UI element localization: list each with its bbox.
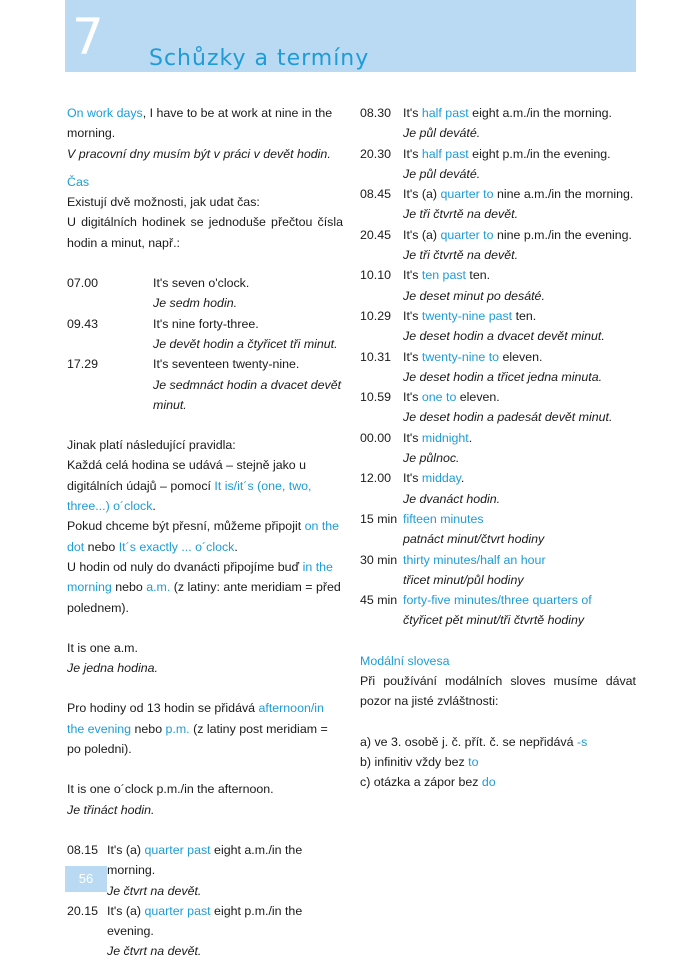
time-english [107, 840, 343, 881]
time-text: It's [403, 106, 422, 120]
time-value: 08.15 [67, 842, 99, 857]
time-highlight: midnight [421, 430, 469, 445]
time-czech: Je deset hodin a třicet jedna minuta. [403, 369, 603, 384]
time-text: nine p.m./in the evening. [493, 227, 632, 242]
time-example [360, 347, 636, 388]
time-highlight: one to [421, 390, 457, 405]
time-text: It's [403, 390, 422, 405]
modal-highlight: to [468, 754, 479, 769]
rule-text: . [234, 539, 238, 554]
time-czech: Je půl deváté. [403, 166, 481, 181]
rule-text: nebo [131, 721, 166, 736]
modal-highlight: do [481, 775, 496, 790]
time-value: 00.00 [360, 430, 392, 445]
duration-value: 30 min [360, 552, 398, 567]
time-czech: Je deset minut po desáté. [403, 288, 545, 303]
rule-afternoon [67, 698, 343, 759]
rule-exact [67, 516, 343, 557]
time-example [360, 103, 636, 144]
duration-example [360, 509, 636, 550]
rule-text: nebo [111, 580, 147, 595]
time-english: It's seventeen twenty-nine. [153, 357, 300, 372]
duration-english: fifteen minutes [403, 511, 484, 526]
time-czech: Je čtvrt na devět. [107, 944, 202, 959]
time-czech: Je tři čtvrtě na devět. [403, 207, 519, 222]
time-czech: Je půl deváté. [403, 126, 481, 141]
rule-highlight: in the morning [67, 559, 333, 595]
time-example [67, 354, 343, 415]
time-text: ten. [465, 268, 491, 283]
time-czech: Je tři čtvrtě na devět. [403, 248, 519, 263]
time-text: It's [403, 349, 422, 364]
cas-paragraph-1: Existují dvě možnosti, jak udat čas: [67, 195, 260, 210]
time-czech: Je čtvrt na devět. [107, 883, 202, 898]
duration-czech: patnáct minut/čtvrt hodiny [403, 532, 545, 547]
time-english [107, 901, 343, 942]
example-am-czech: Je jedna hodina. [67, 661, 158, 676]
rule-text: Pro hodiny od 13 hodin se přidává [67, 701, 259, 716]
time-text: It's [403, 308, 422, 323]
time-text: It's [403, 430, 422, 445]
duration-value: 45 min [360, 593, 398, 608]
time-example [67, 314, 343, 355]
time-text: It's (a) [107, 842, 145, 857]
rule-highlight: afternoon/in the evening [67, 701, 324, 736]
time-text: . [460, 471, 465, 486]
time-text: It's (a) [107, 903, 145, 918]
intro-highlight: On work days [67, 106, 143, 120]
chapter-title: Schůzky a termíny [149, 46, 370, 71]
time-english [403, 428, 636, 448]
time-english: It's nine forty-three. [153, 316, 259, 331]
intro-text: , I have to be at work at nine in the morning. [67, 106, 333, 141]
time-value: 09.43 [67, 316, 99, 331]
time-example [360, 468, 636, 509]
modal-point-a [360, 732, 636, 752]
rule-text: (z latiny: ante meridiam = před polednem). [67, 580, 341, 615]
time-example [360, 306, 636, 347]
time-highlight: half past [421, 146, 469, 161]
modal-text: a) ve 3. osobě j. č. přít. č. se nepřidává [360, 734, 577, 749]
quarter-example [67, 901, 343, 962]
time-text: eight a.m./in the morning. [107, 842, 303, 878]
time-czech: Je sedm hodin. [153, 296, 238, 311]
time-highlight: midday [421, 471, 461, 486]
quarter-example [67, 840, 343, 901]
time-value: 10.31 [360, 349, 392, 364]
modal-point-c [360, 772, 636, 792]
duration-value: 15 min [360, 511, 398, 526]
time-text: eight p.m./in the evening. [107, 903, 303, 939]
time-example [67, 273, 343, 314]
time-highlight: quarter past [144, 903, 211, 918]
time-english [403, 387, 636, 407]
rule-text: Pokud chceme být přesní, můžeme připojit [67, 519, 305, 534]
duration-english: forty-five minutes/three quarters of [403, 593, 592, 608]
time-english [403, 144, 636, 164]
rules-intro: Jinak platí následující pravidla: [67, 438, 236, 453]
example-pm-czech: Je třináct hodin. [67, 802, 155, 817]
right-column [360, 103, 636, 793]
page-number: 56 [65, 866, 107, 892]
time-example [360, 265, 636, 306]
time-text: It's (a) [403, 187, 441, 202]
modal-heading: Modální slovesa [360, 653, 450, 668]
time-english [403, 468, 636, 488]
intro-sentence [67, 103, 343, 144]
duration-czech: třicet minut/půl hodiny [403, 572, 524, 587]
time-highlight: twenty-nine to [421, 349, 500, 364]
rule-text: U hodin od nuly do dvanácti připojíme buď [67, 559, 303, 574]
cas-heading: Čas [67, 174, 90, 189]
rule-highlight: It´s exactly ... o´clock [118, 539, 235, 554]
rule-full-hour [67, 455, 343, 516]
time-czech: Je půlnoc. [403, 451, 460, 466]
time-english: It's seven o'clock. [153, 276, 250, 291]
rule-highlight: on the dot [67, 519, 340, 554]
time-highlight: quarter past [144, 842, 211, 857]
duration-czech: čtyřicet pět minut/tři čtvrtě hodiny [403, 613, 585, 628]
example-pm-english: It is one o´clock p.m./in the afternoon. [67, 782, 274, 797]
time-text: It's [403, 268, 422, 283]
rule-text: (z latiny post meridiam = po poledni). [67, 721, 328, 757]
rule-morning [67, 557, 343, 618]
time-highlight: half past [421, 106, 469, 120]
time-value: 07.00 [67, 276, 99, 291]
time-english [403, 184, 636, 204]
time-text: eleven. [456, 390, 500, 405]
chapter-number: 7 [72, 8, 104, 66]
time-text: ten. [512, 308, 537, 323]
time-highlight: quarter to [440, 227, 494, 242]
time-english [403, 265, 636, 285]
time-value: 10.59 [360, 390, 392, 405]
rule-highlight: It is/it´s (one, two, three...) o´clock [67, 478, 312, 514]
time-text: It's [403, 471, 422, 486]
time-text: eight a.m./in the morning. [468, 106, 612, 120]
time-czech: Je dvanáct hodin. [403, 491, 501, 506]
time-english [403, 103, 636, 123]
time-value: 08.45 [360, 187, 392, 202]
rule-highlight: a.m. [146, 580, 171, 595]
time-value: 08.30 [360, 106, 392, 120]
rule-text: . [152, 499, 156, 514]
time-english [403, 225, 636, 245]
intro-translation: V pracovní dny musím být v práci v devět hodin. [67, 146, 331, 161]
time-czech: Je deset hodin a dvacet devět minut. [403, 329, 605, 344]
time-highlight: ten past [421, 268, 466, 283]
time-czech: Je deset hodin a padesát devět minut. [403, 410, 613, 425]
time-example [360, 184, 636, 225]
time-czech: Je sedmnáct hodin a dvacet devět minut. [153, 377, 342, 412]
time-english [403, 306, 636, 326]
rule-text: nebo [84, 539, 119, 554]
modal-text: c) otázka a zápor bez [360, 775, 482, 790]
time-example [360, 225, 636, 266]
time-value: 20.15 [67, 903, 99, 918]
time-czech: Je devět hodin a čtyřicet tři minut. [153, 336, 338, 351]
time-english [403, 347, 636, 367]
duration-example [360, 550, 636, 591]
time-example [360, 387, 636, 428]
time-highlight: twenty-nine past [421, 308, 513, 323]
time-value: 17.29 [67, 357, 99, 372]
left-column [67, 103, 343, 962]
time-value: 20.30 [360, 146, 392, 161]
time-example [360, 428, 636, 469]
time-text: nine a.m./in the morning. [493, 187, 634, 202]
modal-intro: Při používání modálních sloves musíme dávat pozor na jisté zvláštnosti: [360, 674, 636, 709]
time-highlight: quarter to [440, 187, 494, 202]
time-text: It's [403, 146, 422, 161]
time-example [360, 144, 636, 185]
time-text: eleven. [499, 349, 543, 364]
example-am-english: It is one a.m. [67, 640, 138, 655]
time-text: It's (a) [403, 227, 441, 242]
rule-highlight: p.m. [165, 721, 190, 736]
cas-paragraph-2: U digitálních hodinek se jednoduše přečtou čísla hodin a minut, např.: [67, 215, 343, 250]
rule-text: Každá celá hodina se udává – stejně jako u digitálních údajů – pomocí [67, 458, 307, 493]
time-value: 10.10 [360, 268, 392, 283]
time-text: . [468, 430, 473, 445]
time-value: 12.00 [360, 471, 392, 486]
modal-highlight: -s [576, 734, 588, 749]
time-text: eight p.m./in the evening. [468, 146, 611, 161]
time-value: 10.29 [360, 308, 392, 323]
modal-point-b [360, 752, 636, 772]
modal-text: b) infinitiv vždy bez [360, 754, 469, 769]
duration-english: thirty minutes/half an hour [403, 552, 546, 567]
time-value: 20.45 [360, 227, 392, 242]
duration-example [360, 590, 636, 631]
